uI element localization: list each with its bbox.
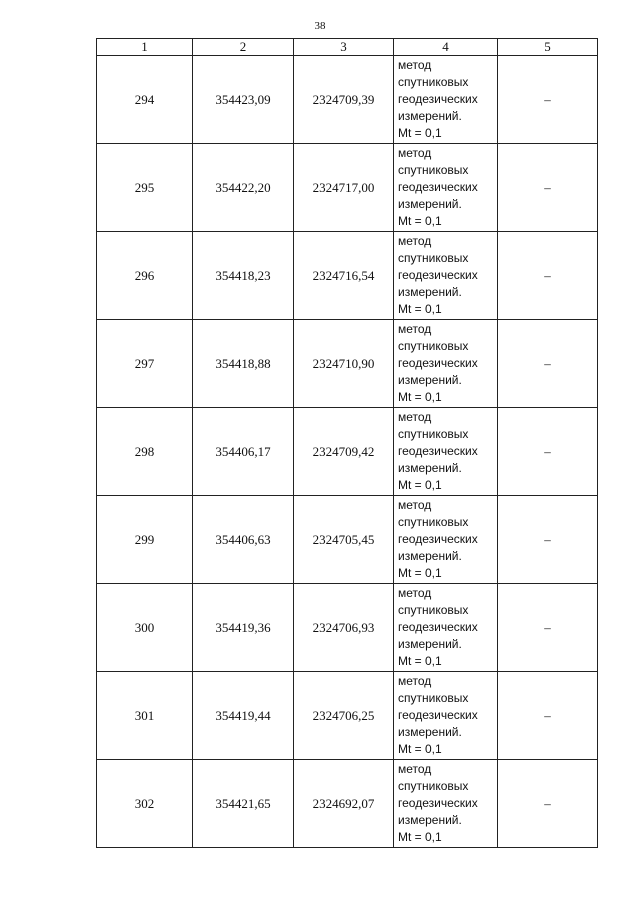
x-coordinate-cell: 354419,44 — [193, 672, 294, 760]
header-col-4: 4 — [394, 39, 498, 56]
table-row — [97, 144, 598, 232]
y-coordinate-cell: 2324706,93 — [294, 584, 394, 672]
method-line: Mt = 0,1 — [398, 566, 442, 580]
method-line: спутниковых — [398, 163, 469, 177]
y-coordinate-cell: 2324705,45 — [294, 496, 394, 584]
method-line: метод — [398, 322, 432, 336]
x-coordinate-cell: 354418,88 — [193, 320, 294, 408]
header-col-1: 1 — [97, 39, 193, 56]
method-line: метод — [398, 762, 432, 776]
method-line: Mt = 0,1 — [398, 654, 442, 668]
y-coordinate-cell: 2324709,42 — [294, 408, 394, 496]
x-coordinate-cell: 354421,65 — [193, 760, 294, 848]
method-cell — [394, 56, 498, 144]
method-line: геодезических — [398, 796, 478, 810]
x-coordinate-cell: 354422,20 — [193, 144, 294, 232]
method-line: измерений. — [398, 461, 462, 475]
method-line: спутниковых — [398, 779, 469, 793]
point-number-cell: 298 — [97, 408, 193, 496]
method-line: Mt = 0,1 — [398, 126, 442, 140]
x-coordinate-cell: 354423,09 — [193, 56, 294, 144]
method-line: спутниковых — [398, 427, 469, 441]
method-line: спутниковых — [398, 603, 469, 617]
x-coordinate-cell: 354406,63 — [193, 496, 294, 584]
method-line: измерений. — [398, 813, 462, 827]
y-coordinate-cell: 2324716,54 — [294, 232, 394, 320]
method-line: геодезических — [398, 268, 478, 282]
method-line: измерений. — [398, 197, 462, 211]
point-number-cell: 295 — [97, 144, 193, 232]
x-coordinate-cell: 354406,17 — [193, 408, 294, 496]
y-coordinate-cell: 2324692,07 — [294, 760, 394, 848]
page-number: 38 — [314, 20, 326, 32]
method-line: геодезических — [398, 180, 478, 194]
method-line: Mt = 0,1 — [398, 478, 442, 492]
method-line: геодезических — [398, 444, 478, 458]
col5-cell: – — [498, 672, 598, 760]
method-cell — [394, 672, 498, 760]
header-col-3: 3 — [294, 39, 394, 56]
coordinates-table — [96, 38, 598, 848]
method-line: спутниковых — [398, 75, 469, 89]
col5-cell: – — [498, 56, 598, 144]
col5-cell: – — [498, 232, 598, 320]
method-line: измерений. — [398, 725, 462, 739]
method-line: метод — [398, 674, 432, 688]
method-line: метод — [398, 146, 432, 160]
y-coordinate-cell: 2324709,39 — [294, 56, 394, 144]
method-line: геодезических — [398, 708, 478, 722]
y-coordinate-cell: 2324706,25 — [294, 672, 394, 760]
method-line: метод — [398, 234, 432, 248]
point-number-cell: 300 — [97, 584, 193, 672]
table-row — [97, 760, 598, 848]
table-row — [97, 496, 598, 584]
method-line: Mt = 0,1 — [398, 742, 442, 756]
table-row — [97, 232, 598, 320]
method-line: спутниковых — [398, 251, 469, 265]
method-line: метод — [398, 410, 432, 424]
table-row — [97, 672, 598, 760]
method-cell — [394, 584, 498, 672]
method-cell — [394, 408, 498, 496]
header-col-2: 2 — [193, 39, 294, 56]
method-line: измерений. — [398, 109, 462, 123]
method-line: спутниковых — [398, 339, 469, 353]
table-row — [97, 408, 598, 496]
header-col-5: 5 — [498, 39, 598, 56]
point-number-cell: 294 — [97, 56, 193, 144]
point-number-cell: 296 — [97, 232, 193, 320]
table-row — [97, 56, 598, 144]
method-line: метод — [398, 58, 432, 72]
col5-cell: – — [498, 496, 598, 584]
method-cell — [394, 760, 498, 848]
method-line: Mt = 0,1 — [398, 214, 442, 228]
method-line: измерений. — [398, 549, 462, 563]
col5-cell: – — [498, 584, 598, 672]
y-coordinate-cell: 2324717,00 — [294, 144, 394, 232]
x-coordinate-cell: 354418,23 — [193, 232, 294, 320]
col5-cell: – — [498, 144, 598, 232]
method-cell — [394, 496, 498, 584]
method-line: геодезических — [398, 356, 478, 370]
method-line: Mt = 0,1 — [398, 390, 442, 404]
method-line: метод — [398, 498, 432, 512]
method-line: геодезических — [398, 92, 478, 106]
col5-cell: – — [498, 320, 598, 408]
method-cell — [394, 320, 498, 408]
point-number-cell: 302 — [97, 760, 193, 848]
table-row — [97, 584, 598, 672]
method-line: спутниковых — [398, 691, 469, 705]
x-coordinate-cell: 354419,36 — [193, 584, 294, 672]
table-body — [97, 56, 598, 848]
method-line: измерений. — [398, 285, 462, 299]
method-line: измерений. — [398, 373, 462, 387]
table-row — [97, 320, 598, 408]
col5-cell: – — [498, 760, 598, 848]
method-cell — [394, 232, 498, 320]
table-header-row — [97, 39, 598, 56]
y-coordinate-cell: 2324710,90 — [294, 320, 394, 408]
method-cell — [394, 144, 498, 232]
point-number-cell: 297 — [97, 320, 193, 408]
method-line: спутниковых — [398, 515, 469, 529]
point-number-cell: 299 — [97, 496, 193, 584]
method-line: геодезических — [398, 620, 478, 634]
col5-cell: – — [498, 408, 598, 496]
method-line: геодезических — [398, 532, 478, 546]
method-line: измерений. — [398, 637, 462, 651]
method-line: Mt = 0,1 — [398, 302, 442, 316]
method-line: Mt = 0,1 — [398, 830, 442, 844]
method-line: метод — [398, 586, 432, 600]
point-number-cell: 301 — [97, 672, 193, 760]
